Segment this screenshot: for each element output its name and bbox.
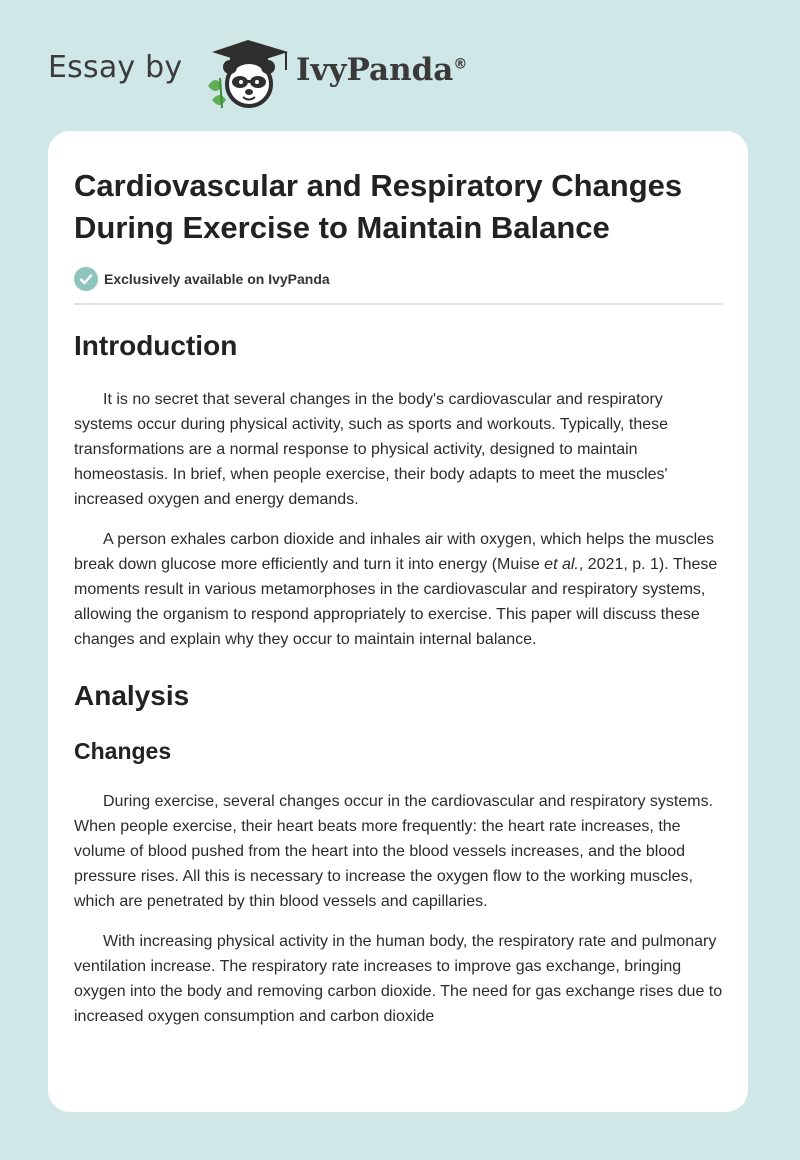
citation-italic: et al. (544, 556, 579, 573)
essay-title: Cardiovascular and Respiratory Changes During Exercise to Maintain Balance (74, 168, 683, 245)
exclusive-badge-label: Exclusively available on IvyPanda (104, 271, 330, 287)
title-divider (74, 303, 723, 305)
introduction-paragraph-1: It is no secret that several changes in the body's cardiovascular and respiratory systems occur during physical activity, such as sports and workouts. Typically, these transformations are a normal response to physical activity, designed to maintain homeostasis. In brief, when people exercise, their body adapts to meet the muscles' increased oxygen and energy demands. (74, 391, 669, 508)
analysis-heading: Analysis (74, 680, 190, 711)
essay-by-label: Essay by (48, 50, 183, 85)
introduction-heading: Introduction (74, 330, 238, 361)
essay-card (48, 131, 748, 1112)
brand-name: IvyPanda (296, 52, 454, 88)
checkmark-icon (74, 267, 98, 291)
analysis-paragraph-2: With increasing physical activity in the human body, the respiratory rate and pulmonary ventilation increase. The respiratory rate increases to improve gas exchange, bringing oxygen into the body and removing carbon dioxide. The need for gas exchange rises due to increased oxygen consumption and carbon dioxide (74, 933, 723, 1025)
changes-subheading: Changes (74, 738, 172, 764)
analysis-paragraph-1: During exercise, several changes occur in the cardiovascular and respiratory systems. When people exercise, their heart beats more frequently: the heart rate increases, the volume of blood pushed from the heart into the blood vessels increases, and the blood pressure rises. All this is necessary to increase the oxygen flow to the working muscles, which are penetrated by thin blood vessels and capillaries. (74, 793, 714, 910)
paragraph-text: A person exhales carbon dioxide and inhales air with oxygen, which helps the muscles break down glucose more efficiently and turn it into energy (Muise (74, 531, 715, 573)
brand-logo-text (296, 52, 467, 88)
site-header (0, 0, 800, 130)
registered-mark: ® (453, 56, 468, 73)
panda-graduate-icon (200, 38, 296, 110)
introduction-paragraph-2 (74, 527, 724, 652)
essay-content (74, 165, 724, 1029)
exclusive-badge (74, 266, 724, 292)
paragraph-text-continued: , 2021, p. 1). These moments result in various metamorphoses in the cardiovascular and respiratory systems, allowing the organism to respond appropriately to exercise. This paper will discuss these changes and explain why they occur to maintain internal balance. (74, 556, 718, 648)
